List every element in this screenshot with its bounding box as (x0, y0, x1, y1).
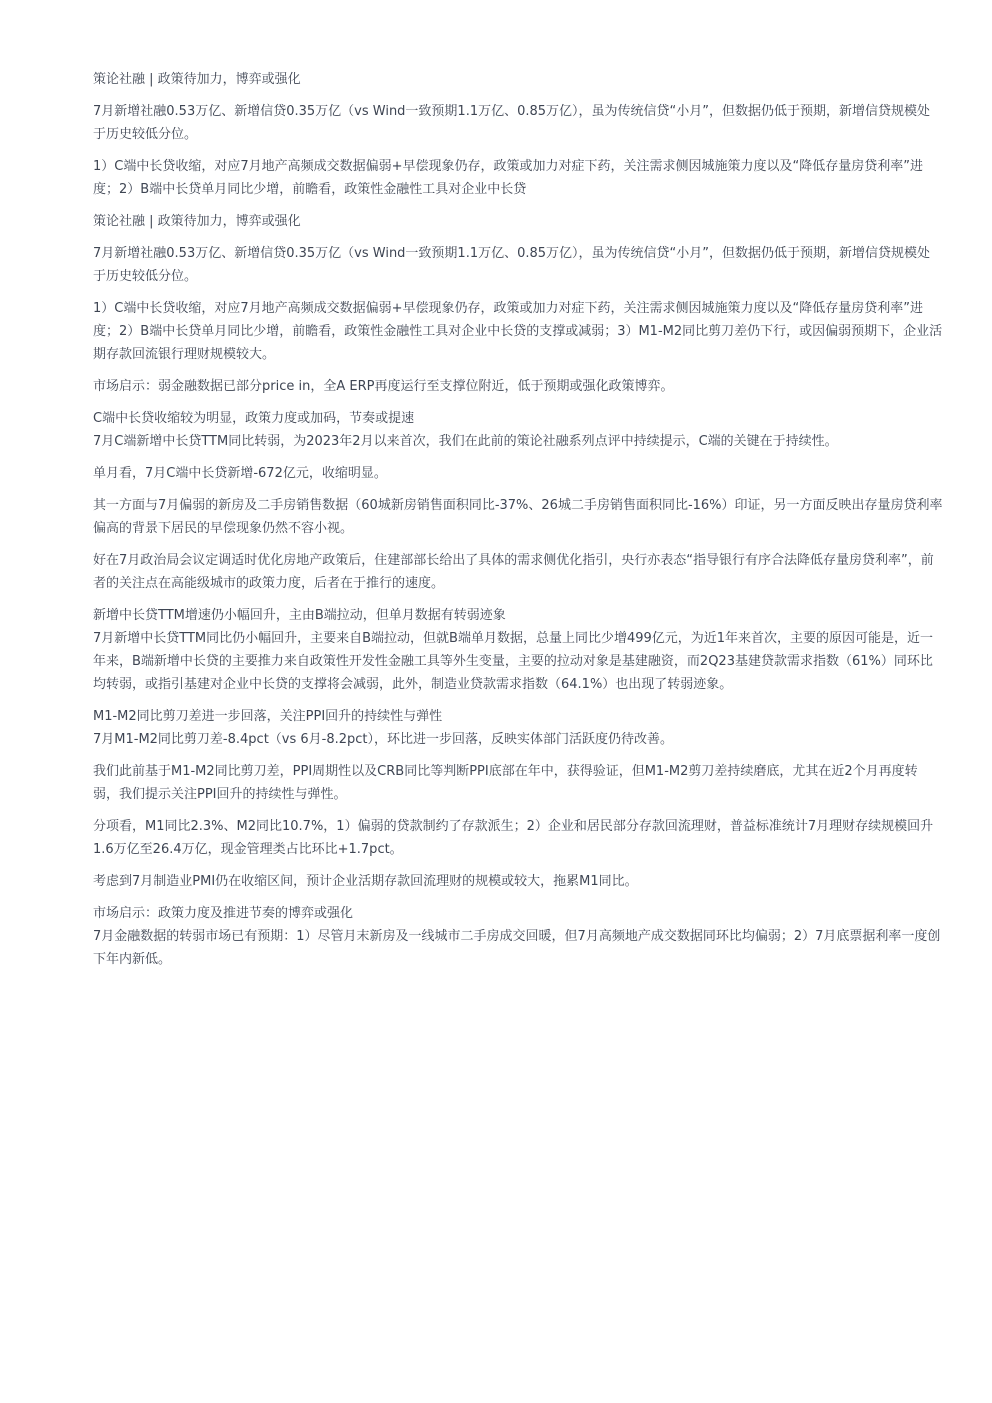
section-heading: 新增中长贷TTM增速仍小幅回升，主由B端拉动，但单月数据有转弱迹象 (93, 608, 506, 623)
section-heading: 市场启示：政策力度及推进节奏的博弈或强化 (93, 906, 354, 921)
paragraph: 7月金融数据的转弱市场已有预期：1）尽管月末新房及一线城市二手房成交回暖，但7月高频地产成交数据同环比均偏弱；2）7月底票据利率一度创下年内新低。 (93, 929, 941, 967)
paragraph: 策论社融 | 政策待加力，博弈或强化 (93, 214, 301, 229)
paragraph: 7月M1-M2同比剪刀差-8.4pct（vs 6月-8.2pct），环比进一步回落，反映实体部门活跃度仍待改善。 (93, 732, 674, 747)
paragraph: 7月新增社融0.53万亿、新增信贷0.35万亿（vs Wind一致预期1.1万亿、0.85万亿），虽为传统信贷“小月”，但数据仍低于预期，新增信贷规模处于历史较低分位。 (93, 104, 931, 142)
section-heading: C端中长贷收缩较为明显，政策力度或加码，节奏或提速 (93, 411, 415, 426)
paragraph: 其一方面与7月偏弱的新房及二手房销售数据（60城新房销售面积同比-37%、26城二手房销售面积同比-16%）印证，另一方面反映出存量房贷利率偏高的背景下居民的早偿现象仍然不容小视。 (93, 498, 943, 536)
paragraph: 我们此前基于M1-M2同比剪刀差，PPI周期性以及CRB同比等判断PPI底部在年中，获得验证，但M1-M2剪刀差持续磨底，尤其在近2个月再度转弱，我们提示关注PPI回升的持续性与弹性。 (93, 764, 918, 802)
paragraph: 市场启示：弱金融数据已部分price in，全A ERP再度运行至支撑位附近，低于预期或强化政策博弈。 (93, 379, 674, 394)
document-body (93, 68, 943, 980)
paragraph: 单月看，7月C端中长贷新增-672亿元，收缩明显。 (93, 466, 387, 481)
paragraph: 策论社融 | 政策待加力，博弈或强化 (93, 72, 301, 87)
paragraph: 考虑到7月制造业PMI仍在收缩区间，预计企业活期存款回流理财的规模或较大，拖累M1同比。 (93, 874, 638, 889)
paragraph: 1）C端中长贷收缩，对应7月地产高频成交数据偏弱+早偿现象仍存，政策或加力对症下药，关注需求侧因城施策力度以及“降低存量房贷利率”进度；2）B端中长贷单月同比少增，前瞻看，政策性金融性工具对企业中长贷的支撑或减弱；3）M1-M2同比剪刀差仍下行，或因偏弱预期下，企业活期存款回流银行理财规模较大。 (93, 301, 943, 362)
paragraph: 分项看，M1同比2.3%、M2同比10.7%，1）偏弱的贷款制约了存款派生；2）企业和居民部分存款回流理财，普益标准统计7月理财存续规模回升1.6万亿至26.4万亿，现金管理类占比环比+1.7pct。 (93, 819, 934, 857)
section-heading: M1-M2同比剪刀差进一步回落，关注PPI回升的持续性与弹性 (93, 709, 443, 724)
paragraph: 7月新增中长贷TTM同比仍小幅回升，主要来自B端拉动，但就B端单月数据，总量上同比少增499亿元，为近1年来首次，主要的原因可能是，近一年来，B端新增中长贷的主要推力来自政策性开发性金融工具等外生变量，主要的拉动对象是基建融资，而2Q23基建贷款需求指数（61%）同环比均转弱，或指引基建对企业中长贷的支撑将会减弱，此外，制造业贷款需求指数（64.1%）也出现了转弱迹象。 (93, 631, 934, 692)
paragraph: 1）C端中长贷收缩，对应7月地产高频成交数据偏弱+早偿现象仍存，政策或加力对症下药，关注需求侧因城施策力度以及“降低存量房贷利率”进度；2）B端中长贷单月同比少增，前瞻看，政策性金融性工具对企业中长贷 (93, 159, 923, 197)
paragraph: 好在7月政治局会议定调适时优化房地产政策后，住建部部长给出了具体的需求侧优化指引，央行亦表态“指导银行有序合法降低存量房贷利率”，前者的关注点在高能级城市的政策力度，后者在于推行的速度。 (93, 553, 934, 591)
paragraph: 7月新增社融0.53万亿、新增信贷0.35万亿（vs Wind一致预期1.1万亿、0.85万亿），虽为传统信贷“小月”，但数据仍低于预期，新增信贷规模处于历史较低分位。 (93, 246, 931, 284)
paragraph: 7月C端新增中长贷TTM同比转弱，为2023年2月以来首次，我们在此前的策论社融系列点评中持续提示，C端的关键在于持续性。 (93, 434, 838, 449)
